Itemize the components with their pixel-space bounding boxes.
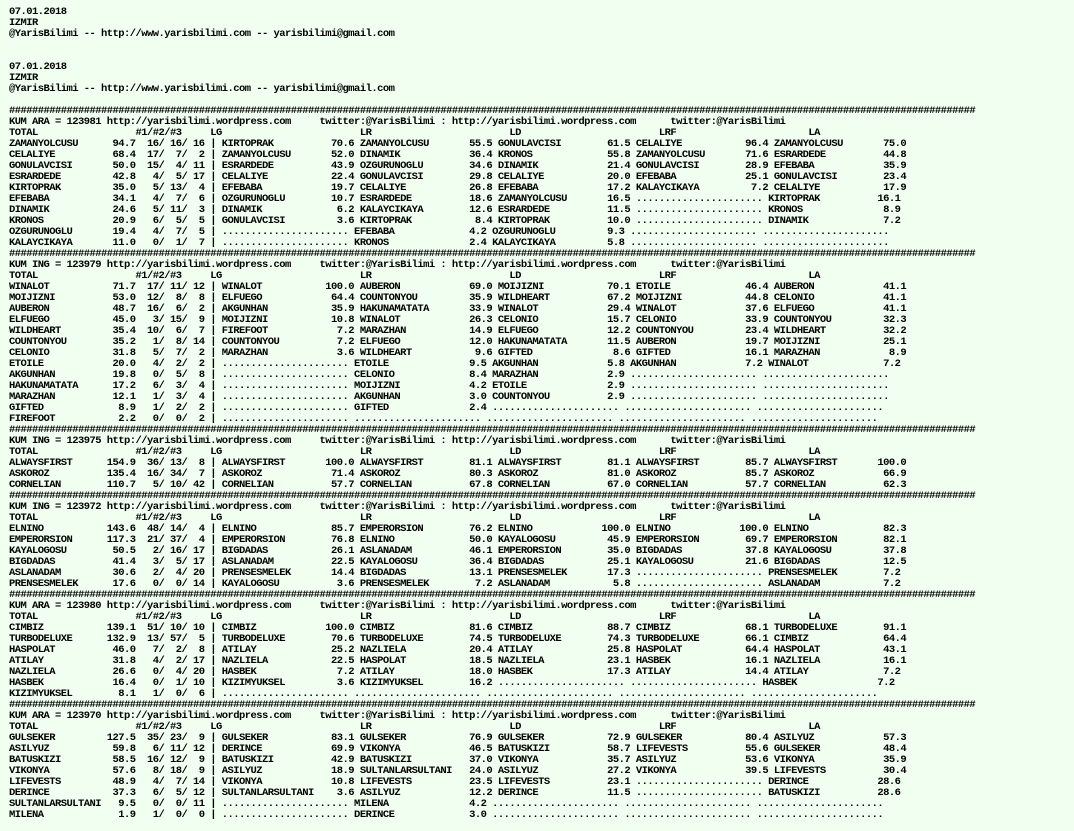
report-line: MILENA 1.9 1/ 0/ 0 | ...................... DERINCE 3.0 ...................... ...................... ...................... bbox=[9, 809, 884, 821]
report-line: TOTAL #1/#2/#3 LG LR LD LRF LA bbox=[9, 446, 820, 458]
report-line: HASPOLAT 46.0 7/ 2/ 8 | ATILAY 25.2 NAZLIELA 20.4 ATILAY 25.8 HASPOLAT 64.4 HASPOLAT 43.1 bbox=[9, 644, 907, 656]
report-line: LIFEVESTS 48.9 4/ 7/ 14 | VIKONYA 10.8 LIFEVESTS 23.5 LIFEVESTS 23.1 ...................... DERINCE 28.6 bbox=[9, 776, 901, 788]
report-line: KAYALOGOSU 50.5 2/ 16/ 17 | BIGDADAS 26.1 ASLANADAM 46.1 EMPERORSION 35.0 BIGDADAS 37.8 KAYALOGOSU 37.8 bbox=[9, 545, 907, 557]
report-line: IZMIR bbox=[9, 17, 38, 29]
report-line: HAKUNAMATATA 17.2 6/ 3/ 4 | ...................... MOIJIZNI 4.2 ETOILE 2.9 ...................... ...................... bbox=[9, 380, 889, 392]
report-line: TOTAL #1/#2/#3 LG LR LD LRF LA bbox=[9, 270, 820, 282]
report-line: WILDHEART 35.4 10/ 6/ 7 | FIREFOOT 7.2 MARAZHAN 14.9 ELFUEGO 12.2 COUNTONYOU 23.4 WILDHEART 32.2 bbox=[9, 325, 907, 337]
report-line: CIMBIZ 139.1 51/ 10/ 10 | CIMBIZ 100.0 CIMBIZ 81.6 CIMBIZ 88.7 CIMBIZ 68.1 TURBODELUXE 91.1 bbox=[9, 622, 907, 634]
report-line: SULTANLARSULTANI 9.5 0/ 0/ 11 | ...................... MILENA 4.2 ...................... ...................... ...................... bbox=[9, 798, 884, 810]
report-line: WINALOT 71.7 17/ 11/ 12 | WINALOT 100.0 AUBERON 69.0 MOIJIZNI 70.1 ETOILE 46.4 AUBERON 41.1 bbox=[9, 281, 907, 293]
report-line: FIREFOOT 2.2 0/ 0/ 2 | ...................... ...................... ...................... ...................... ...................... bbox=[9, 413, 878, 425]
report-line: MOIJIZNI 53.0 12/ 8/ 8 | ELFUEGO 64.4 COUNTONYOU 35.9 WILDHEART 67.2 MOIJIZNI 44.8 CELONIO 41.1 bbox=[9, 292, 907, 304]
report-line: ELNINO 143.6 48/ 14/ 4 | ELNINO 85.7 EMPERORSION 76.2 ELNINO 100.0 ELNINO 100.0 ELNINO 82.3 bbox=[9, 523, 907, 535]
report-line: CELONIO 31.8 5/ 7/ 2 | MARAZHAN 3.6 WILDHEART 9.6 GIFTED 8.6 GIFTED 16.1 MARAZHAN 8.9 bbox=[9, 347, 907, 359]
report-line: TOTAL #1/#2/#3 LG LR LD LRF LA bbox=[9, 127, 820, 139]
report-line: ASILYUZ 59.8 6/ 11/ 12 | DERINCE 69.9 VIKONYA 46.5 BATUSKIZI 58.7 LIFEVESTS 55.6 GULSEKER 48.4 bbox=[9, 743, 907, 755]
report-line: KUM ING = 123972 http://yarisbilimi.wordpress.com twitter:@YarisBilimi : http://yarisbilimi.wordpress.com twitter:@YarisBilimi bbox=[9, 501, 786, 513]
report-line: TOTAL #1/#2/#3 LG LR LD LRF LA bbox=[9, 611, 820, 623]
report-line: GIFTED 8.9 1/ 2/ 2 | ...................... GIFTED 2.4 ...................... ...................... ...................... bbox=[9, 402, 884, 414]
report-line: ZAMANYOLCUSU 94.7 16/ 16/ 16 | KIRTOPRAK 70.6 ZAMANYOLCUSU 55.5 GONULAVCISI 61.5 CELALIYE 96.4 ZAMANYOLCUSU 75.0 bbox=[9, 138, 907, 150]
report-line bbox=[9, 51, 975, 62]
report-line: GULSEKER 127.5 35/ 23/ 9 | GULSEKER 83.1 GULSEKER 76.9 GULSEKER 72.9 GULSEKER 80.4 ASILYUZ 57.3 bbox=[9, 732, 907, 744]
report-line: ELFUEGO 45.0 3/ 15/ 9 | MOIJIZNI 10.8 WINALOT 26.3 CELONIO 15.7 CELONIO 33.9 COUNTONYOU 32.3 bbox=[9, 314, 907, 326]
report-line: KALAYCIKAYA 11.0 0/ 1/ 7 | ...................... KRONOS 2.4 KALAYCIKAYA 5.8 ...................... ...................... bbox=[9, 237, 889, 249]
report-line: ######################################################################################################################################################################## bbox=[9, 699, 976, 711]
report-line: KRONOS 20.9 6/ 5/ 5 | GONULAVCISI 3.6 KIRTOPRAK 8.4 KIRTOPRAK 10.0 ...................... DINAMIK 7.2 bbox=[9, 215, 901, 227]
report-line: ASKOROZ 135.4 16/ 34/ 7 | ASKOROZ 71.4 ASKOROZ 80.3 ASKOROZ 81.0 ASKOROZ 85.7 ASKOROZ 66.9 bbox=[9, 468, 907, 480]
report-line: AUBERON 48.7 16/ 6/ 2 | AKGUNHAN 35.9 HAKUNAMATATA 33.9 WINALOT 29.4 WINALOT 37.6 ELFUEGO 41.1 bbox=[9, 303, 907, 315]
report-line: GONULAVCISI 50.0 15/ 4/ 11 | ESRARDEDE 43.9 OZGURUNOGLU 34.6 DINAMIK 21.4 GONULAVCISI 28.9 EFEBABA 35.9 bbox=[9, 160, 907, 172]
report-line: 07.01.2018 bbox=[9, 6, 67, 18]
report-line: KUM ARA = 123970 http://yarisbilimi.wordpress.com twitter:@YarisBilimi : http://yarisbilimi.wordpress.com twitter:@YarisBilimi bbox=[9, 710, 786, 722]
report-line: EMPERORSION 117.3 21/ 37/ 4 | EMPERORSION 76.8 ELNINO 50.0 KAYALOGOSU 45.9 EMPERORSION 69.7 EMPERORSION 82.1 bbox=[9, 534, 907, 546]
report-line: ASLANADAM 30.6 2/ 4/ 20 | PRENSESMELEK 14.4 BIGDADAS 13.1 PRENSESMELEK 17.3 ...................... PRENSESMELEK 7.2 bbox=[9, 567, 901, 579]
report-line: KIRTOPRAK 35.0 5/ 13/ 4 | EFEBABA 19.7 CELALIYE 26.8 EFEBABA 17.2 KALAYCIKAYA 7.2 CELALIYE 17.9 bbox=[9, 182, 907, 194]
report-line: TOTAL #1/#2/#3 LG LR LD LRF LA bbox=[9, 721, 820, 733]
report-line: PRENSESMELEK 17.6 0/ 0/ 14 | KAYALOGOSU 3.6 PRENSESMELEK 7.2 ASLANADAM 5.8 ...................... ASLANADAM 7.2 bbox=[9, 578, 901, 590]
report-line: DINAMIK 24.6 5/ 11/ 3 | DINAMIK 6.2 KALAYCIKAYA 12.6 ESRARDEDE 11.5 ...................... KRONOS 8.9 bbox=[9, 204, 901, 216]
report-line: ######################################################################################################################################################################## bbox=[9, 105, 976, 117]
report-line: HASBEK 16.4 0/ 1/ 10 | KIZIMYUKSEL 3.6 KIZIMYUKSEL 16.2 ...................... ...................... HASBEK 7.2 bbox=[9, 677, 895, 689]
report-line: COUNTONYOU 35.2 1/ 8/ 14 | COUNTONYOU 7.2 ELFUEGO 12.0 HAKUNAMATATA 11.5 AUBERON 19.7 MOIJIZNI 25.1 bbox=[9, 336, 907, 348]
report-line: ######################################################################################################################################################################## bbox=[9, 490, 976, 502]
report-line: KUM ING = 123975 http://yarisbilimi.wordpress.com twitter:@YarisBilimi : http://yarisbilimi.wordpress.com twitter:@YarisBilimi bbox=[9, 435, 786, 447]
report-line: DERINCE 37.3 6/ 5/ 12 | SULTANLARSULTANI 3.6 ASILYUZ 12.2 DERINCE 11.5 ...................... BATUSKIZI 28.6 bbox=[9, 787, 901, 799]
race-report-text bbox=[9, 7, 975, 821]
report-line: ATILAY 31.8 4/ 2/ 17 | NAZLIELA 22.5 HASPOLAT 18.5 NAZLIELA 23.1 HASBEK 16.1 NAZLIELA 16.1 bbox=[9, 655, 907, 667]
report-line: MARAZHAN 12.1 1/ 3/ 4 | ...................... AKGUNHAN 3.0 COUNTONYOU 2.9 ...................... ...................... bbox=[9, 391, 889, 403]
report-line: ######################################################################################################################################################################## bbox=[9, 248, 976, 260]
report-line: VIKONYA 57.6 8/ 18/ 9 | ASILYUZ 18.9 SULTANLARSULTANI 24.0 ASILYUZ 27.2 VIKONYA 39.5 LIFEVESTS 30.4 bbox=[9, 765, 907, 777]
report-line: ALWAYSFIRST 154.9 36/ 13/ 8 | ALWAYSFIRST 100.0 ALWAYSFIRST 81.1 ALWAYSFIRST 81.1 ALWAYSFIRST 85.7 ALWAYSFIRST 100.0 bbox=[9, 457, 907, 469]
report-line: KUM ARA = 123980 http://yarisbilimi.wordpress.com twitter:@YarisBilimi : http://yarisbilimi.wordpress.com twitter:@YarisBilimi bbox=[9, 600, 786, 612]
report-line: BATUSKIZI 58.5 16/ 12/ 9 | BATUSKIZI 42.9 BATUSKIZI 37.0 VIKONYA 35.7 ASILYUZ 53.6 VIKONYA 35.9 bbox=[9, 754, 907, 766]
report-line: ######################################################################################################################################################################## bbox=[9, 589, 976, 601]
report-line: KIZIMYUKSEL 8.1 1/ 0/ 6 | ...................... ...................... ...................... ...................... ...................... bbox=[9, 688, 878, 700]
report-line: CORNELIAN 110.7 5/ 10/ 42 | CORNELIAN 57.7 CORNELIAN 67.8 CORNELIAN 67.0 CORNELIAN 57.7 CORNELIAN 62.3 bbox=[9, 479, 907, 491]
report-line: BIGDADAS 41.4 3/ 5/ 17 | ASLANADAM 22.5 KAYALOGOSU 36.4 BIGDADAS 25.1 KAYALOGOSU 21.6 BIGDADAS 12.5 bbox=[9, 556, 907, 568]
report-line: KUM ARA = 123981 http://yarisbilimi.wordpress.com twitter:@YarisBilimi : http://yarisbilimi.wordpress.com twitter:@YarisBilimi bbox=[9, 116, 786, 128]
report-line: ETOILE 20.0 4/ 2/ 2 | ...................... ETOILE 9.5 AKGUNHAN 5.8 AKGUNHAN 7.2 WINALOT 7.2 bbox=[9, 358, 901, 370]
report-line bbox=[9, 40, 975, 51]
report-line: NAZLIELA 26.6 0/ 4/ 20 | HASBEK 7.2 ATILAY 18.0 HASBEK 17.3 ATILAY 14.4 ATILAY 7.2 bbox=[9, 666, 901, 678]
report-line: EFEBABA 34.1 4/ 7/ 6 | OZGURUNOGLU 10.7 ESRARDEDE 18.6 ZAMANYOLCUSU 16.5 ...................... KIRTOPRAK 16.1 bbox=[9, 193, 901, 205]
report-line: IZMIR bbox=[9, 72, 38, 84]
report-line: ######################################################################################################################################################################## bbox=[9, 424, 976, 436]
report-line: OZGURUNOGLU 19.4 4/ 7/ 5 | ...................... EFEBABA 4.2 OZGURUNOGLU 9.3 ...................... ...................... bbox=[9, 226, 889, 238]
report-line: @YarisBilimi -- http://www.yarisbilimi.com -- yarisbilimi@gmail.com bbox=[9, 83, 395, 95]
report-line: ESRARDEDE 42.8 4/ 5/ 17 | CELALIYE 22.4 GONULAVCISI 29.8 CELALIYE 20.0 EFEBABA 25.1 GONULAVCISI 23.4 bbox=[9, 171, 907, 183]
report-line: TURBODELUXE 132.9 13/ 57/ 5 | TURBODELUXE 70.6 TURBODELUXE 74.5 TURBODELUXE 74.3 TURBODELUXE 66.1 CIMBIZ 64.4 bbox=[9, 633, 907, 645]
report-line: CELALIYE 68.4 17/ 7/ 2 | ZAMANYOLCUSU 52.0 DINAMIK 36.4 KRONOS 55.8 ZAMANYOLCUSU 71.6 ESRARDEDE 44.8 bbox=[9, 149, 907, 161]
report-line: 07.01.2018 bbox=[9, 61, 67, 73]
report-line: KUM ING = 123979 http://yarisbilimi.wordpress.com twitter:@YarisBilimi : http://yarisbilimi.wordpress.com twitter:@YarisBilimi bbox=[9, 259, 786, 271]
report-line: @YarisBilimi -- http://www.yarisbilimi.com -- yarisbilimi@gmail.com bbox=[9, 28, 395, 40]
report-line: TOTAL #1/#2/#3 LG LR LD LRF LA bbox=[9, 512, 820, 524]
report-line: AKGUNHAN 19.8 0/ 5/ 8 | ...................... CELONIO 8.4 MARAZHAN 2.9 ...................... ...................... bbox=[9, 369, 889, 381]
